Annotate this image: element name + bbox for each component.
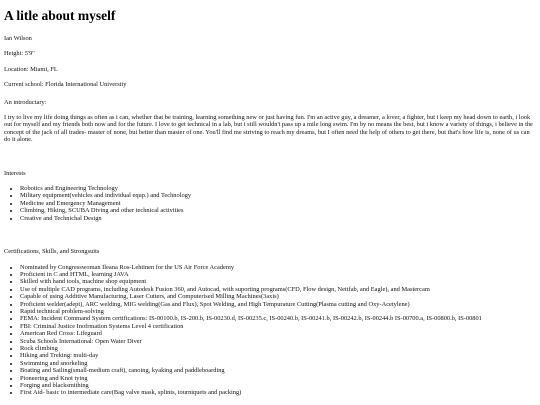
list-item: • Military equipment(vehicles and individual equp.) and Technology bbox=[20, 192, 536, 199]
interests-heading: Interests bbox=[4, 169, 26, 177]
intro-paragraph: I try to live my life doing things as often as i can, whether that be training, learning something new or just having fun. I'm an active guy, a dreamer, a lover, a fighter, but i keep my head down to earth, i look out for myself and my friends both now and for the future. I love to get technical in a lab, but i still wouldn't pass up a mile long swim. I'm by no means the best, but i know a variety of things, i believe in the concept of the jack of all trades- master of none, but better than master of one. You'll find me striving to reach my dreams, but I often need the help of others to get there, but that's how life is, none of us can do it alone. bbox=[4, 114, 533, 144]
list-item: • American Red Cross: Lifeguard bbox=[20, 330, 536, 337]
list-item: • Forging and blacksmithing bbox=[20, 382, 536, 389]
list-item: • Capable of using Additive Manufacturing, Laser Cutters, and Computerised Milling Machines(3axis) bbox=[20, 293, 536, 300]
interests-list bbox=[4, 185, 536, 222]
list-item: • Hiking and Treking: multi-day bbox=[20, 352, 536, 359]
intro-label: An introductary: bbox=[4, 98, 47, 106]
list-item: • Use of multiple CAD programs, including Autodesk Fusion 360, and Autocad, with suporting programs(CFD, Flow design, Nettfab, and Eagle), and Mastercam bbox=[20, 286, 536, 293]
list-item: • Skilled with hand tools, machine shop equipment bbox=[20, 278, 536, 285]
list-item: • FEMA: Incident Command System certifications: IS-00100.b, IS-200.b, IS-00230.d, IS-00235.c, IS-00240.b, IS-00241.b, IS-00242.b, IS-00244.b IS-00700.a, IS-00800.b, IS-00801 bbox=[20, 315, 536, 322]
list-item: • Pioneering and Knot tying bbox=[20, 375, 536, 382]
list-item: • FBI: Criminal Justice Inofrmation Systems Level 4 certification bbox=[20, 323, 536, 330]
list-item: • Rock climbing bbox=[20, 345, 536, 352]
list-item: • Proficient welder(adept), ARC welding, MIG welding(Gas and Flux), Spot Welding, and High Tempurature Cutting(Plasma cutting and Oxy-Acetylene) bbox=[20, 301, 536, 308]
profile-name: Ian Wilson bbox=[4, 35, 32, 42]
list-item: • Nominated by Congresswoman Ileana Ros-Lehtinen for the US Air Force Academy bbox=[20, 264, 536, 271]
list-item: • Proficient in C and HTML, learning JAVA bbox=[20, 271, 536, 278]
certifications-list bbox=[4, 264, 536, 397]
list-item: • Robotics and Engineering Technology bbox=[20, 185, 536, 192]
list-item: • Swimming and snorkeling bbox=[20, 360, 536, 367]
list-item: • Medicine and Emergency Management bbox=[20, 200, 536, 207]
profile-location: Location: Miami, FL bbox=[4, 65, 58, 73]
list-item: • Rapid technical problem-solving bbox=[20, 308, 536, 315]
list-item: • Creative and Technichal Design bbox=[20, 215, 536, 222]
list-item: • Boating and Sailing(small-medium craft), canoing, kyaking and paddleboarding bbox=[20, 367, 536, 374]
profile-school: Current school: Florida International University bbox=[4, 81, 127, 89]
profile-height: Height: 5'9'' bbox=[4, 50, 35, 58]
certifications-heading: Certifications, Skills, and Strongsuits bbox=[4, 248, 100, 256]
list-item: • First Aid- basic to intermediate care(Bag valve mask, splints, tourniquets and packing) bbox=[20, 389, 536, 396]
list-item: • Scuba Schools International: Open Water Diver bbox=[20, 338, 536, 345]
page-title: A litle about myself bbox=[4, 8, 116, 23]
list-item: • Climbing, Hiking, SCUBA Diving and other technical activities bbox=[20, 207, 536, 214]
